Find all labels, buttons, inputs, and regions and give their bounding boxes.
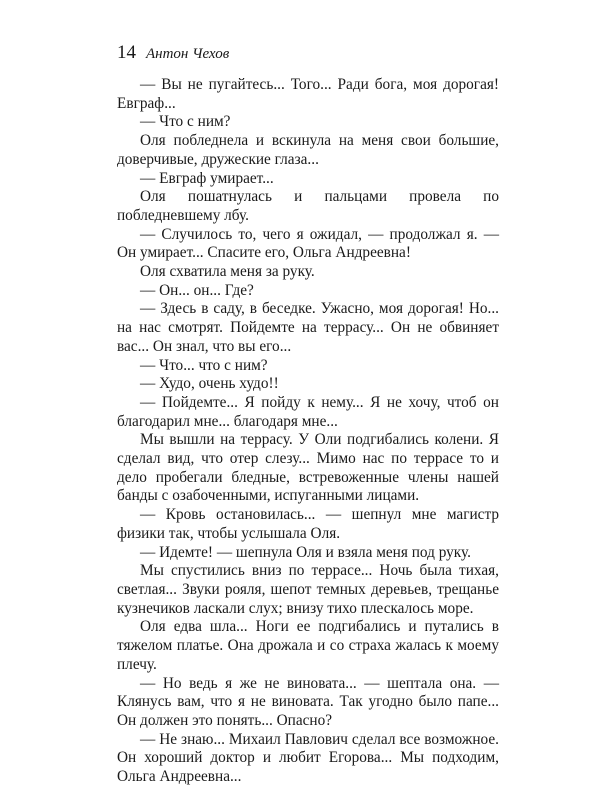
author-name: Антон Чехов bbox=[146, 46, 230, 62]
paragraph: — Не знаю... Михаил Павлович сделал все возможное. Он хороший доктор и любит Егорова... Мы подходим, Ольга Андреевна... bbox=[117, 730, 499, 786]
paragraph: — Что... что с ним? bbox=[140, 356, 268, 374]
paragraph: — Но ведь я же не виновата... — шептала она. — Клянусь вам, что я не виновата. Так угодно было папе... Он должен это понять... Опасно? bbox=[117, 674, 499, 729]
paragraph: — Вы не пугайтесь... Того... Ради бога, моя дорогая! Евграф... bbox=[117, 76, 499, 112]
paragraph: — Случилось то, чего я ожидал, — продолжал я. — Он умирает... Спасите его, Ольга Андреевна! bbox=[117, 225, 499, 262]
paragraph: Мы вышли на террасу. У Оли подгибались колени. Я сделал вид, что отер слезу... Мимо нас по террасе то и дело пробегали бледные, встревоженные члены нашей банды с озабоченными, испуганными лицами. bbox=[117, 431, 499, 505]
paragraph: Оля едва шла... Ноги ее подгибались и путались в тяжелом платье. Она дрожала и со страха жалась к моему плечу. bbox=[117, 618, 499, 673]
paragraph: Оля побледнела и вскинула на меня свои большие, доверчивые, дружеские глаза... bbox=[117, 132, 499, 168]
body-text bbox=[117, 76, 499, 787]
running-head bbox=[117, 42, 229, 64]
paragraph: Оля схватила меня за руку. bbox=[140, 263, 315, 281]
paragraph: — Что с ним? bbox=[140, 113, 231, 131]
paragraph: — Здесь в саду, в беседке. Ужасно, моя дорогая! Но... на нас смотрят. Пойдемте на террасу... Он не обвиняет вас... Он знал, что вы его... bbox=[117, 300, 499, 355]
paragraph: — Худо, очень худо!! bbox=[140, 375, 279, 393]
paragraph: Оля пошатнулась и пальцами провела по побледневшему лбу. bbox=[117, 188, 499, 224]
paragraph: — Евграф умирает... bbox=[140, 169, 274, 187]
paragraph: — Пойдемте... Я пойду к нему... Я не хочу, чтоб он благодарил мне... благодаря мне... bbox=[117, 393, 499, 430]
paragraph: — Кровь остановилась... — шепнул мне магистр физики так, чтобы услышала Оля. bbox=[117, 506, 499, 542]
paragraph: — Он... он... Где? bbox=[140, 281, 254, 299]
page-number: 14 bbox=[117, 42, 136, 63]
paragraph: — Идемте! — шепнула Оля и взяла меня под руку. bbox=[140, 543, 471, 561]
paragraph: Мы спустились вниз по террасе... Ночь была тихая, светлая... Звуки рояля, шепот темных деревьев, трещанье кузнечиков ласкали слух; внизу тихо плескалось море. bbox=[117, 562, 499, 617]
